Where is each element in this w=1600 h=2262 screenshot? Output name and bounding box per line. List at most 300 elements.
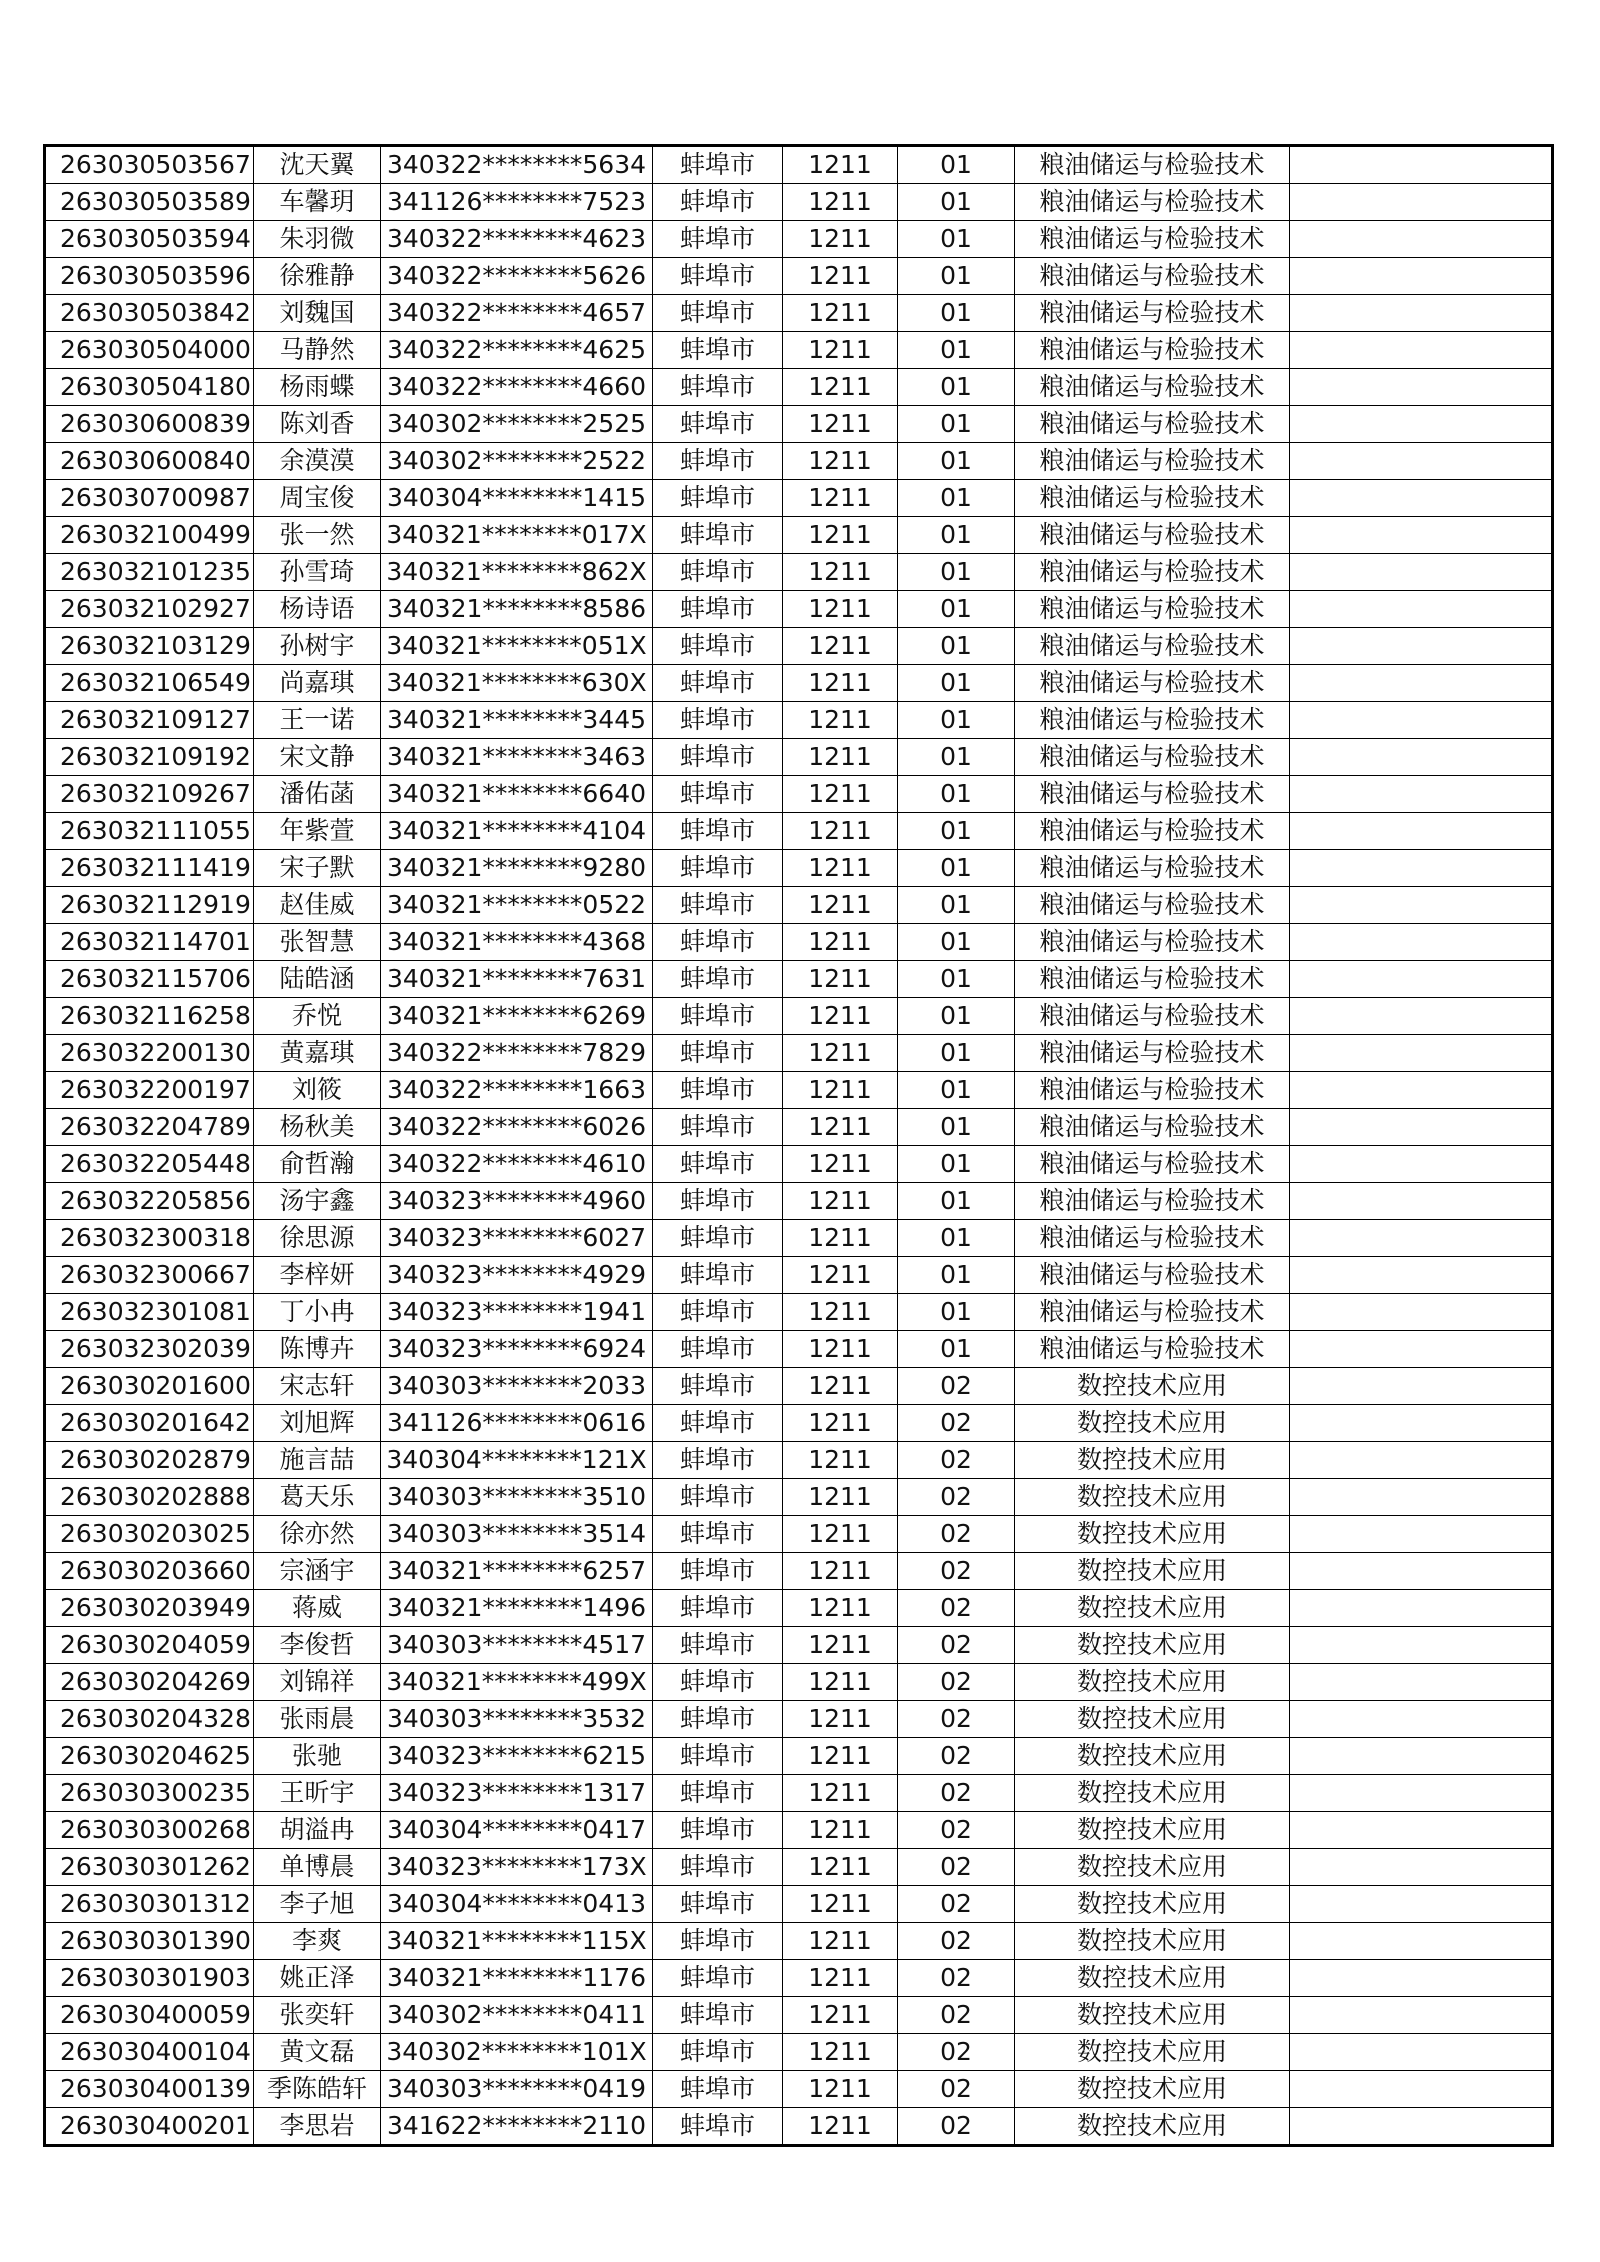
school-code-cell: 1211	[783, 1109, 898, 1146]
name-cell: 张一然	[254, 517, 381, 554]
city-cell: 蚌埠市	[653, 665, 783, 702]
blank-cell	[1290, 1294, 1553, 1331]
major-cell: 粮油储运与检验技术	[1015, 924, 1290, 961]
id-number-cell: 340323********1941	[381, 1294, 653, 1331]
exam-number-cell: 263030201600	[45, 1368, 254, 1405]
exam-number-cell: 263030204328	[45, 1701, 254, 1738]
city-cell: 蚌埠市	[653, 1072, 783, 1109]
school-code-cell: 1211	[783, 443, 898, 480]
class-code-cell: 02	[898, 1886, 1015, 1923]
city-cell: 蚌埠市	[653, 1627, 783, 1664]
class-code-cell: 01	[898, 1109, 1015, 1146]
blank-cell	[1290, 1775, 1553, 1812]
table-row	[45, 924, 1553, 961]
city-cell: 蚌埠市	[653, 480, 783, 517]
major-cell: 粮油储运与检验技术	[1015, 332, 1290, 369]
major-cell: 数控技术应用	[1015, 1812, 1290, 1849]
city-cell: 蚌埠市	[653, 739, 783, 776]
city-cell: 蚌埠市	[653, 1220, 783, 1257]
name-cell: 徐亦然	[254, 1516, 381, 1553]
table-row	[45, 850, 1553, 887]
school-code-cell: 1211	[783, 702, 898, 739]
id-number-cell: 340302********2525	[381, 406, 653, 443]
school-code-cell: 1211	[783, 628, 898, 665]
major-cell: 粮油储运与检验技术	[1015, 1220, 1290, 1257]
id-number-cell: 340303********0419	[381, 2071, 653, 2108]
exam-number-cell: 263030204269	[45, 1664, 254, 1701]
blank-cell	[1290, 2034, 1553, 2071]
name-cell: 杨诗语	[254, 591, 381, 628]
school-code-cell: 1211	[783, 739, 898, 776]
major-cell: 粮油储运与检验技术	[1015, 221, 1290, 258]
major-cell: 数控技术应用	[1015, 2034, 1290, 2071]
school-code-cell: 1211	[783, 1479, 898, 1516]
table-row	[45, 1664, 1553, 1701]
name-cell: 黄嘉琪	[254, 1035, 381, 1072]
name-cell: 刘魏国	[254, 295, 381, 332]
city-cell: 蚌埠市	[653, 850, 783, 887]
blank-cell	[1290, 1701, 1553, 1738]
city-cell: 蚌埠市	[653, 1553, 783, 1590]
school-code-cell: 1211	[783, 1442, 898, 1479]
class-code-cell: 01	[898, 480, 1015, 517]
school-code-cell: 1211	[783, 1701, 898, 1738]
major-cell: 数控技术应用	[1015, 1479, 1290, 1516]
major-cell: 粮油储运与检验技术	[1015, 184, 1290, 221]
school-code-cell: 1211	[783, 1294, 898, 1331]
name-cell: 杨秋美	[254, 1109, 381, 1146]
name-cell: 徐雅静	[254, 258, 381, 295]
exam-number-cell: 263030700987	[45, 480, 254, 517]
class-code-cell: 01	[898, 332, 1015, 369]
school-code-cell: 1211	[783, 1146, 898, 1183]
major-cell: 粮油储运与检验技术	[1015, 1294, 1290, 1331]
major-cell: 粮油储运与检验技术	[1015, 1331, 1290, 1368]
city-cell: 蚌埠市	[653, 2071, 783, 2108]
class-code-cell: 01	[898, 591, 1015, 628]
id-number-cell: 340321********017X	[381, 517, 653, 554]
class-code-cell: 01	[898, 369, 1015, 406]
id-number-cell: 340321********9280	[381, 850, 653, 887]
major-cell: 数控技术应用	[1015, 2071, 1290, 2108]
school-code-cell: 1211	[783, 1072, 898, 1109]
name-cell: 王昕宇	[254, 1775, 381, 1812]
class-code-cell: 01	[898, 184, 1015, 221]
table-row	[45, 702, 1553, 739]
class-code-cell: 02	[898, 1553, 1015, 1590]
table-row	[45, 961, 1553, 998]
table-row	[45, 1886, 1553, 1923]
major-cell: 粮油储运与检验技术	[1015, 406, 1290, 443]
blank-cell	[1290, 850, 1553, 887]
name-cell: 葛天乐	[254, 1479, 381, 1516]
table-row	[45, 776, 1553, 813]
blank-cell	[1290, 813, 1553, 850]
exam-number-cell: 263032115706	[45, 961, 254, 998]
table-row	[45, 443, 1553, 480]
major-cell: 粮油储运与检验技术	[1015, 1183, 1290, 1220]
table-row	[45, 406, 1553, 443]
major-cell: 粮油储运与检验技术	[1015, 443, 1290, 480]
school-code-cell: 1211	[783, 184, 898, 221]
major-cell: 粮油储运与检验技术	[1015, 1146, 1290, 1183]
blank-cell	[1290, 1072, 1553, 1109]
class-code-cell: 01	[898, 146, 1015, 184]
city-cell: 蚌埠市	[653, 554, 783, 591]
blank-cell	[1290, 998, 1553, 1035]
table-row	[45, 1257, 1553, 1294]
table-row	[45, 1072, 1553, 1109]
table-row	[45, 1146, 1553, 1183]
id-number-cell: 340321********115X	[381, 1923, 653, 1960]
table-row	[45, 739, 1553, 776]
city-cell: 蚌埠市	[653, 1923, 783, 1960]
major-cell: 粮油储运与检验技术	[1015, 369, 1290, 406]
name-cell: 余漠漠	[254, 443, 381, 480]
exam-number-cell: 263032200197	[45, 1072, 254, 1109]
school-code-cell: 1211	[783, 1775, 898, 1812]
id-number-cell: 340321********7631	[381, 961, 653, 998]
name-cell: 王一诺	[254, 702, 381, 739]
exam-number-cell: 263030202879	[45, 1442, 254, 1479]
city-cell: 蚌埠市	[653, 146, 783, 184]
id-number-cell: 341126********0616	[381, 1405, 653, 1442]
name-cell: 姚正泽	[254, 1960, 381, 1997]
class-code-cell: 01	[898, 739, 1015, 776]
class-code-cell: 01	[898, 813, 1015, 850]
name-cell: 蒋威	[254, 1590, 381, 1627]
exam-number-cell: 263032204789	[45, 1109, 254, 1146]
exam-number-cell: 263032111419	[45, 850, 254, 887]
city-cell: 蚌埠市	[653, 1664, 783, 1701]
major-cell: 粮油储运与检验技术	[1015, 146, 1290, 184]
blank-cell	[1290, 1331, 1553, 1368]
table-row	[45, 517, 1553, 554]
table-row	[45, 1849, 1553, 1886]
class-code-cell: 01	[898, 295, 1015, 332]
id-number-cell: 340322********7829	[381, 1035, 653, 1072]
id-number-cell: 340304********1415	[381, 480, 653, 517]
city-cell: 蚌埠市	[653, 2108, 783, 2146]
roster-table-body	[45, 146, 1553, 2146]
class-code-cell: 01	[898, 998, 1015, 1035]
blank-cell	[1290, 1886, 1553, 1923]
city-cell: 蚌埠市	[653, 961, 783, 998]
id-number-cell: 340321********1496	[381, 1590, 653, 1627]
exam-number-cell: 263030503596	[45, 258, 254, 295]
id-number-cell: 340302********101X	[381, 2034, 653, 2071]
major-cell: 粮油储运与检验技术	[1015, 1035, 1290, 1072]
blank-cell	[1290, 258, 1553, 295]
school-code-cell: 1211	[783, 1849, 898, 1886]
exam-number-cell: 263032106549	[45, 665, 254, 702]
table-row	[45, 1220, 1553, 1257]
id-number-cell: 340322********4610	[381, 1146, 653, 1183]
blank-cell	[1290, 1627, 1553, 1664]
major-cell: 数控技术应用	[1015, 1442, 1290, 1479]
class-code-cell: 02	[898, 1479, 1015, 1516]
class-code-cell: 02	[898, 2034, 1015, 2071]
school-code-cell: 1211	[783, 369, 898, 406]
major-cell: 粮油储运与检验技术	[1015, 739, 1290, 776]
city-cell: 蚌埠市	[653, 628, 783, 665]
blank-cell	[1290, 1257, 1553, 1294]
blank-cell	[1290, 887, 1553, 924]
major-cell: 数控技术应用	[1015, 1553, 1290, 1590]
exam-number-cell: 263030301262	[45, 1849, 254, 1886]
city-cell: 蚌埠市	[653, 2034, 783, 2071]
name-cell: 张智慧	[254, 924, 381, 961]
table-row	[45, 1368, 1553, 1405]
blank-cell	[1290, 1146, 1553, 1183]
blank-cell	[1290, 1516, 1553, 1553]
name-cell: 潘佑菡	[254, 776, 381, 813]
table-row	[45, 1553, 1553, 1590]
major-cell: 数控技术应用	[1015, 1368, 1290, 1405]
city-cell: 蚌埠市	[653, 887, 783, 924]
city-cell: 蚌埠市	[653, 443, 783, 480]
id-number-cell: 340321********0522	[381, 887, 653, 924]
major-cell: 粮油储运与检验技术	[1015, 702, 1290, 739]
school-code-cell: 1211	[783, 517, 898, 554]
class-code-cell: 01	[898, 850, 1015, 887]
name-cell: 丁小冉	[254, 1294, 381, 1331]
blank-cell	[1290, 1553, 1553, 1590]
major-cell: 粮油储运与检验技术	[1015, 961, 1290, 998]
exam-number-cell: 263032101235	[45, 554, 254, 591]
class-code-cell: 01	[898, 554, 1015, 591]
blank-cell	[1290, 1923, 1553, 1960]
blank-cell	[1290, 1664, 1553, 1701]
city-cell: 蚌埠市	[653, 1183, 783, 1220]
name-cell: 年紫萱	[254, 813, 381, 850]
blank-cell	[1290, 1479, 1553, 1516]
id-number-cell: 340323********6027	[381, 1220, 653, 1257]
exam-number-cell: 263030400059	[45, 1997, 254, 2034]
id-number-cell: 340322********4657	[381, 295, 653, 332]
blank-cell	[1290, 1109, 1553, 1146]
name-cell: 季陈皓轩	[254, 2071, 381, 2108]
exam-number-cell: 263030202888	[45, 1479, 254, 1516]
table-row	[45, 1997, 1553, 2034]
id-number-cell: 340321********1176	[381, 1960, 653, 1997]
blank-cell	[1290, 406, 1553, 443]
name-cell: 宋文静	[254, 739, 381, 776]
id-number-cell: 340321********6269	[381, 998, 653, 1035]
exam-number-cell: 263032102927	[45, 591, 254, 628]
major-cell: 粮油储运与检验技术	[1015, 813, 1290, 850]
roster-table	[43, 144, 1554, 2147]
blank-cell	[1290, 1849, 1553, 1886]
class-code-cell: 02	[898, 1627, 1015, 1664]
school-code-cell: 1211	[783, 1627, 898, 1664]
blank-cell	[1290, 295, 1553, 332]
table-row	[45, 332, 1553, 369]
class-code-cell: 01	[898, 406, 1015, 443]
school-code-cell: 1211	[783, 1257, 898, 1294]
table-row	[45, 1442, 1553, 1479]
name-cell: 乔悦	[254, 998, 381, 1035]
id-number-cell: 340321********630X	[381, 665, 653, 702]
city-cell: 蚌埠市	[653, 1701, 783, 1738]
school-code-cell: 1211	[783, 1035, 898, 1072]
class-code-cell: 01	[898, 1146, 1015, 1183]
id-number-cell: 340321********3463	[381, 739, 653, 776]
id-number-cell: 340321********499X	[381, 1664, 653, 1701]
table-row	[45, 1812, 1553, 1849]
blank-cell	[1290, 1738, 1553, 1775]
exam-number-cell: 263032116258	[45, 998, 254, 1035]
id-number-cell: 340321********6640	[381, 776, 653, 813]
blank-cell	[1290, 184, 1553, 221]
table-row	[45, 1479, 1553, 1516]
class-code-cell: 02	[898, 1997, 1015, 2034]
id-number-cell: 340303********2033	[381, 1368, 653, 1405]
exam-number-cell: 263032205448	[45, 1146, 254, 1183]
school-code-cell: 1211	[783, 1738, 898, 1775]
major-cell: 粮油储运与检验技术	[1015, 1257, 1290, 1294]
school-code-cell: 1211	[783, 776, 898, 813]
exam-number-cell: 263030400139	[45, 2071, 254, 2108]
exam-number-cell: 263032109267	[45, 776, 254, 813]
blank-cell	[1290, 1997, 1553, 2034]
city-cell: 蚌埠市	[653, 591, 783, 628]
major-cell: 粮油储运与检验技术	[1015, 554, 1290, 591]
id-number-cell: 340303********3514	[381, 1516, 653, 1553]
school-code-cell: 1211	[783, 2108, 898, 2146]
blank-cell	[1290, 739, 1553, 776]
exam-number-cell: 263030504000	[45, 332, 254, 369]
school-code-cell: 1211	[783, 258, 898, 295]
class-code-cell: 01	[898, 1072, 1015, 1109]
name-cell: 陆皓涵	[254, 961, 381, 998]
major-cell: 粮油储运与检验技术	[1015, 1109, 1290, 1146]
city-cell: 蚌埠市	[653, 1812, 783, 1849]
class-code-cell: 01	[898, 1035, 1015, 1072]
major-cell: 数控技术应用	[1015, 1405, 1290, 1442]
name-cell: 施言喆	[254, 1442, 381, 1479]
exam-number-cell: 263030204059	[45, 1627, 254, 1664]
city-cell: 蚌埠市	[653, 184, 783, 221]
name-cell: 刘旭辉	[254, 1405, 381, 1442]
blank-cell	[1290, 2071, 1553, 2108]
major-cell: 数控技术应用	[1015, 1997, 1290, 2034]
blank-cell	[1290, 1368, 1553, 1405]
exam-number-cell: 263030201642	[45, 1405, 254, 1442]
school-code-cell: 1211	[783, 665, 898, 702]
exam-number-cell: 263032103129	[45, 628, 254, 665]
table-row	[45, 1960, 1553, 1997]
city-cell: 蚌埠市	[653, 776, 783, 813]
blank-cell	[1290, 1442, 1553, 1479]
class-code-cell: 02	[898, 1405, 1015, 1442]
class-code-cell: 02	[898, 1923, 1015, 1960]
id-number-cell: 340323********6215	[381, 1738, 653, 1775]
blank-cell	[1290, 924, 1553, 961]
exam-number-cell: 263032100499	[45, 517, 254, 554]
blank-cell	[1290, 443, 1553, 480]
blank-cell	[1290, 2108, 1553, 2146]
major-cell: 数控技术应用	[1015, 1886, 1290, 1923]
class-code-cell: 01	[898, 961, 1015, 998]
city-cell: 蚌埠市	[653, 221, 783, 258]
id-number-cell: 341126********7523	[381, 184, 653, 221]
city-cell: 蚌埠市	[653, 998, 783, 1035]
id-number-cell: 340322********4623	[381, 221, 653, 258]
exam-number-cell: 263030204625	[45, 1738, 254, 1775]
major-cell: 数控技术应用	[1015, 1849, 1290, 1886]
class-code-cell: 02	[898, 1849, 1015, 1886]
exam-number-cell: 263030301903	[45, 1960, 254, 1997]
city-cell: 蚌埠市	[653, 332, 783, 369]
major-cell: 粮油储运与检验技术	[1015, 665, 1290, 702]
id-number-cell: 340323********6924	[381, 1331, 653, 1368]
school-code-cell: 1211	[783, 1553, 898, 1590]
school-code-cell: 1211	[783, 2034, 898, 2071]
name-cell: 徐思源	[254, 1220, 381, 1257]
school-code-cell: 1211	[783, 2071, 898, 2108]
school-code-cell: 1211	[783, 1405, 898, 1442]
class-code-cell: 02	[898, 1368, 1015, 1405]
school-code-cell: 1211	[783, 924, 898, 961]
school-code-cell: 1211	[783, 1664, 898, 1701]
class-code-cell: 01	[898, 924, 1015, 961]
blank-cell	[1290, 961, 1553, 998]
class-code-cell: 01	[898, 1257, 1015, 1294]
table-row	[45, 591, 1553, 628]
table-row	[45, 2108, 1553, 2146]
blank-cell	[1290, 1405, 1553, 1442]
school-code-cell: 1211	[783, 813, 898, 850]
name-cell: 陈博卉	[254, 1331, 381, 1368]
class-code-cell: 01	[898, 517, 1015, 554]
city-cell: 蚌埠市	[653, 1146, 783, 1183]
table-row	[45, 1738, 1553, 1775]
school-code-cell: 1211	[783, 221, 898, 258]
school-code-cell: 1211	[783, 1220, 898, 1257]
name-cell: 沈天翼	[254, 146, 381, 184]
blank-cell	[1290, 628, 1553, 665]
table-row	[45, 554, 1553, 591]
major-cell: 粮油储运与检验技术	[1015, 850, 1290, 887]
class-code-cell: 01	[898, 1331, 1015, 1368]
table-row	[45, 1183, 1553, 1220]
class-code-cell: 01	[898, 258, 1015, 295]
id-number-cell: 340321********051X	[381, 628, 653, 665]
name-cell: 赵佳威	[254, 887, 381, 924]
table-row	[45, 480, 1553, 517]
city-cell: 蚌埠市	[653, 702, 783, 739]
exam-number-cell: 263032111055	[45, 813, 254, 850]
major-cell: 数控技术应用	[1015, 1923, 1290, 1960]
exam-number-cell: 263030300268	[45, 1812, 254, 1849]
school-code-cell: 1211	[783, 332, 898, 369]
city-cell: 蚌埠市	[653, 1442, 783, 1479]
blank-cell	[1290, 369, 1553, 406]
exam-number-cell: 263032112919	[45, 887, 254, 924]
city-cell: 蚌埠市	[653, 517, 783, 554]
table-row	[45, 1294, 1553, 1331]
city-cell: 蚌埠市	[653, 924, 783, 961]
major-cell: 粮油储运与检验技术	[1015, 776, 1290, 813]
major-cell: 数控技术应用	[1015, 1775, 1290, 1812]
city-cell: 蚌埠市	[653, 1294, 783, 1331]
major-cell: 粮油储运与检验技术	[1015, 1072, 1290, 1109]
class-code-cell: 01	[898, 1220, 1015, 1257]
id-number-cell: 340322********6026	[381, 1109, 653, 1146]
school-code-cell: 1211	[783, 1590, 898, 1627]
name-cell: 李爽	[254, 1923, 381, 1960]
